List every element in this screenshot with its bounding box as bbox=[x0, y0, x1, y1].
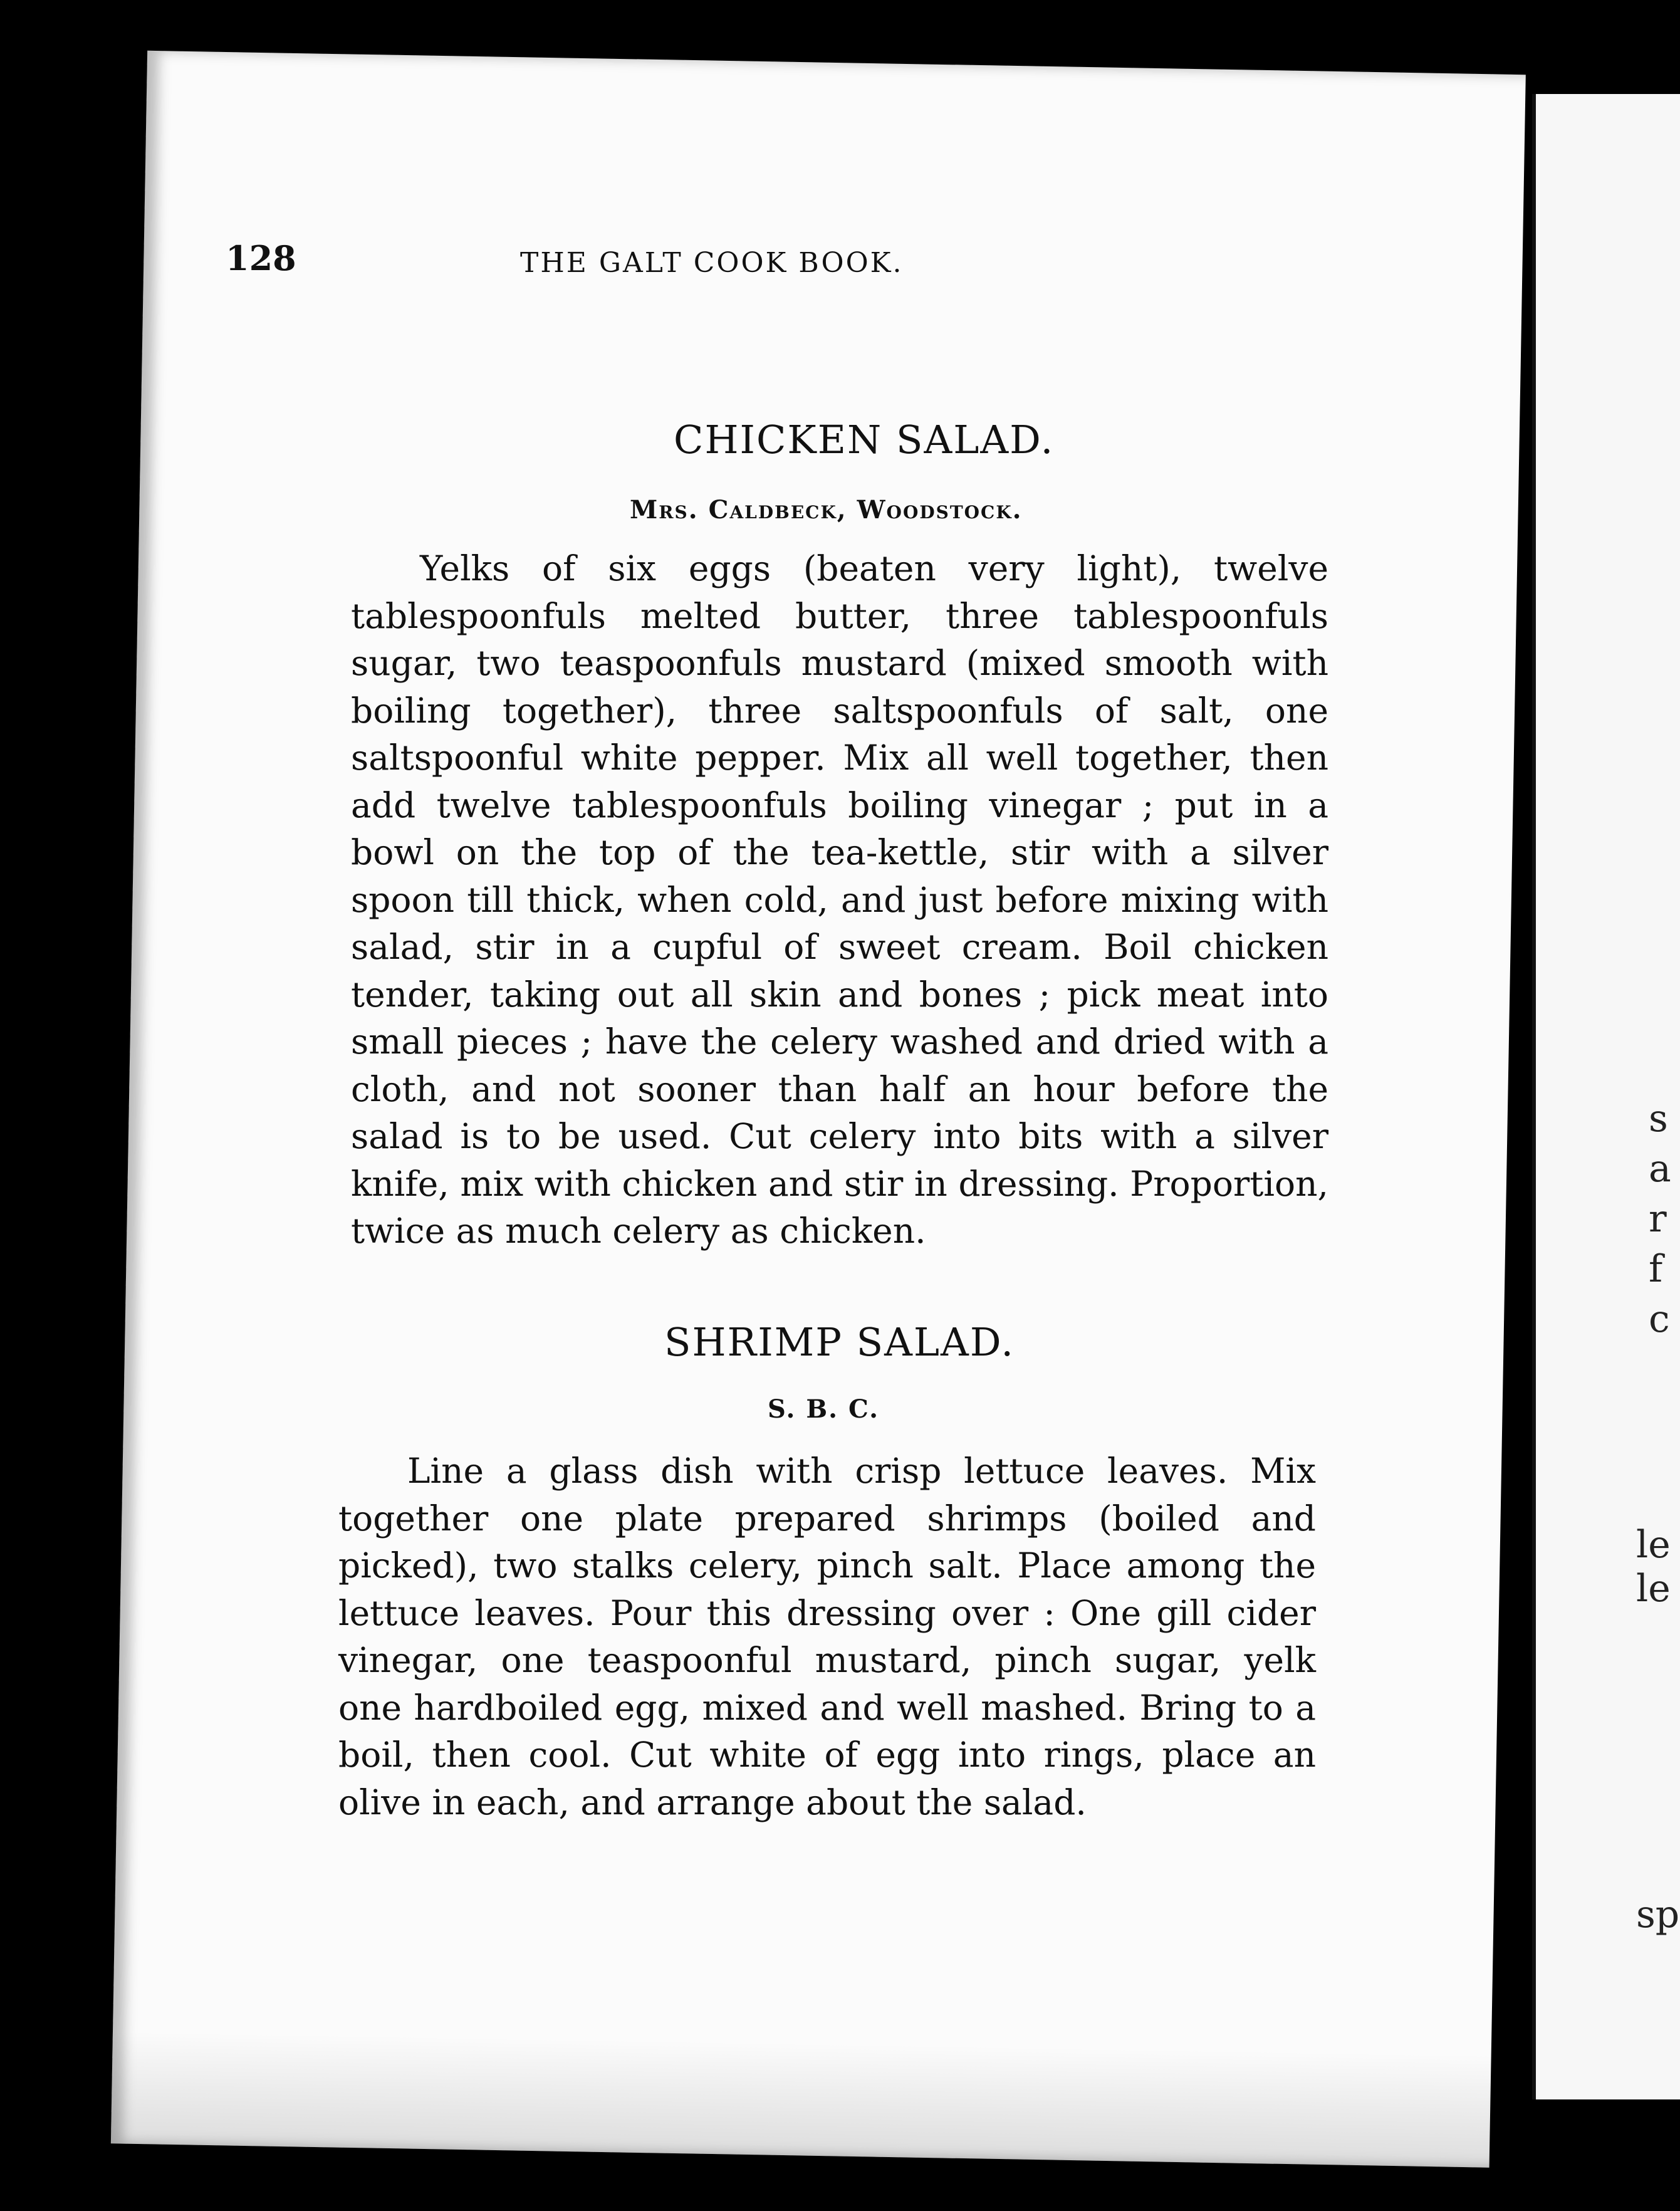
facing-page bbox=[1532, 94, 1680, 2099]
running-title: THE GALT COOK BOOK. bbox=[520, 247, 904, 279]
page-header bbox=[226, 238, 1153, 288]
facing-page-fragment: sp bbox=[1636, 1893, 1680, 1937]
recipe-title: SHRIMP SALAD. bbox=[664, 1319, 1015, 1365]
recipe-byline: Mrs. Caldbeck, Woodstock. bbox=[630, 495, 1023, 525]
facing-page-fragment: a bbox=[1649, 1147, 1671, 1191]
recipe-title: CHICKEN SALAD. bbox=[674, 417, 1055, 463]
facing-page-fragment: c bbox=[1649, 1297, 1670, 1341]
page-number: 128 bbox=[226, 238, 296, 278]
facing-page-fragment: le bbox=[1636, 1567, 1671, 1611]
facing-page-fragment: f bbox=[1649, 1247, 1663, 1291]
facing-page-fragment: le bbox=[1636, 1523, 1671, 1567]
facing-page-fragment: r bbox=[1649, 1197, 1667, 1241]
recipe-byline: S. B. C. bbox=[768, 1394, 880, 1424]
recipe-body: Line a glass dish with crisp lettuce leaves. Mix together one plate prepared shrimps (boiled and picked), two stalks celery, pinch salt. Place among the lettuce leaves. Pour this dressing over : One gill cider vinegar, one teaspoonful mustard, pinch sugar, yelk one hardboiled egg, mixed and well mashed. Bring to a boil, then cool. Cut white of egg into rings, place an olive in each, and arrange about the salad. bbox=[338, 1451, 1316, 1822]
facing-page-fragment: s bbox=[1649, 1097, 1668, 1141]
recipe-body: Yelks of six eggs (beaten very light), twelve tablespoonfuls melted butter, three tablespoonfuls sugar, two teaspoonfuls mustard (mixed smooth with boiling together), three saltspoonfuls of salt, one saltspoonful white pepper. Mix all well together, then add twelve tablespoonfuls boiling vinegar ; put in a bowl on the top of the tea-kettle, stir with a silver spoon till thick, when cold, and just before mixing with salad, stir in a cupful of sweet cream. Boil chicken tender, taking out all skin and bones ; pick meat into small pieces ; have the celery washed and dried with a cloth, and not sooner than half an hour before the salad is to be used. Cut celery into bits with a silver knife, mix with chicken and stir in dressing. Proportion, twice as much celery as chicken. bbox=[351, 548, 1328, 1251]
